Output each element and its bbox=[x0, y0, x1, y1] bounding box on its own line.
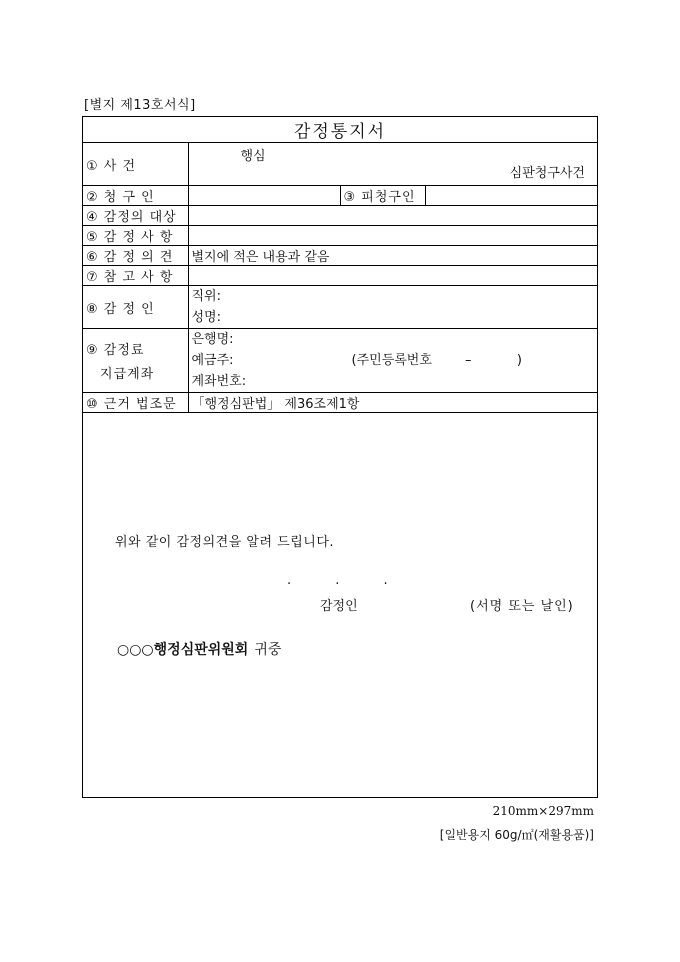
appraiser-sign-label: 감정인 bbox=[320, 599, 358, 614]
sign-note[interactable]: (서명 또는 날인) bbox=[470, 599, 574, 614]
case-label: ① 사 건 bbox=[83, 143, 188, 186]
target-field[interactable] bbox=[188, 206, 597, 226]
addressee bbox=[117, 639, 281, 659]
addressee-suffix: 귀중 bbox=[254, 642, 282, 658]
opinion-label: ⑥ 감 정 의 견 bbox=[83, 246, 188, 266]
respondent-field[interactable] bbox=[425, 186, 597, 206]
form-frame bbox=[82, 116, 598, 798]
case-prefix: 행심 bbox=[240, 149, 266, 164]
fee-label-line1: ⑨ 감정료 bbox=[86, 343, 145, 358]
fee-holder-line bbox=[192, 350, 595, 371]
addressee-name: ○○○행정심판위원회 bbox=[117, 642, 249, 658]
fee-holder: 예금주: bbox=[191, 353, 234, 368]
case-field[interactable] bbox=[188, 143, 597, 186]
target-label: ④ 감정의 대상 bbox=[83, 206, 188, 226]
appraiser-field[interactable] bbox=[188, 286, 597, 329]
form-title: 감정통지서 bbox=[83, 117, 597, 143]
appraiser-label: ⑧ 감 정 인 bbox=[83, 286, 188, 329]
claimant-label: ② 청 구 인 bbox=[83, 186, 188, 206]
fee-account: 계좌번호: bbox=[191, 374, 247, 389]
reference-label: ⑦ 참 고 사 항 bbox=[83, 266, 188, 286]
items-label: ⑤ 감 정 사 항 bbox=[83, 226, 188, 246]
respondent-label: ③ 피청구인 bbox=[340, 186, 425, 206]
fee-label-line2: 지급계좌 bbox=[100, 367, 155, 382]
paper-spec: [일반용지 60g/㎡(재활용품)] bbox=[439, 828, 594, 842]
fee-bank: 은행명: bbox=[191, 332, 234, 347]
appraiser-name: 성명: bbox=[191, 310, 221, 325]
law-label: ⑩ 근거 법조문 bbox=[83, 393, 188, 413]
fee-field[interactable] bbox=[188, 329, 597, 393]
fee-label bbox=[83, 329, 188, 393]
law-field: 「행정심판법」 제36조제1항 bbox=[188, 393, 597, 413]
notice-body bbox=[83, 413, 597, 791]
appraiser-position: 직위: bbox=[191, 289, 221, 304]
case-suffix: 심판청구사건 bbox=[509, 166, 585, 181]
reference-field[interactable] bbox=[188, 266, 597, 286]
form-table bbox=[83, 117, 597, 413]
fee-id-number: (주민등록번호 – ) bbox=[351, 353, 523, 368]
items-field[interactable] bbox=[188, 226, 597, 246]
opinion-field[interactable]: 별지에 적은 내용과 같음 bbox=[188, 246, 597, 266]
form-code: [별지 제13호서식] bbox=[84, 98, 196, 113]
date-dots[interactable]: . . . bbox=[287, 573, 388, 588]
claimant-field[interactable] bbox=[188, 186, 340, 206]
notice-text: 위와 같이 감정의견을 알려 드립니다. bbox=[115, 535, 335, 550]
paper-size: 210mm×297mm bbox=[492, 804, 594, 818]
